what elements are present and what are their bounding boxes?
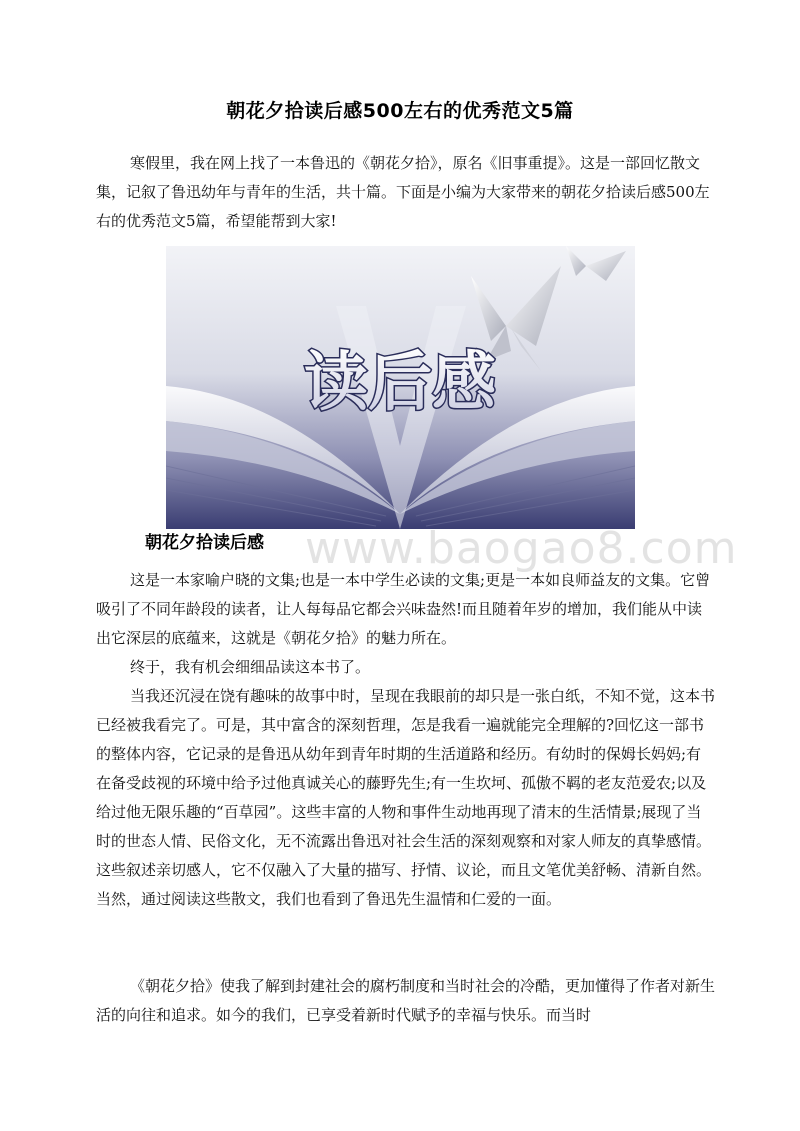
book-butterfly-illustration <box>166 246 635 529</box>
body-paragraph-2: 终于，我有机会细细品读这本书了。 <box>130 658 371 676</box>
body-paragraph-1: 这是一本家喻户晓的文集;也是一本中学生必读的文集;更是一本如良师益友的文集。它曾吸引了不同年龄段的读者，让人每每品它都会兴味盎然!而且随着年岁的增加，我们能从中读出它深层的底蕴来，这就是《朝花夕拾》的魅力所在。 <box>96 571 711 647</box>
document-title: 朝花夕拾读后感500左右的优秀范文5篇 <box>226 100 574 122</box>
image-heading: 读后感 <box>304 346 496 420</box>
body-paragraph-3: 当我还沉浸在饶有趣味的故事中时，呈现在我眼前的却只是一张白纸，不知不觉，这本书已经被我看完了。可是，其中富含的深刻哲理，怎是我看一遍就能完全理解的?回忆这一部书的整体内容，它记录的是鲁迅从幼年到青年时期的生活道路和经历。有幼时的保姆长妈妈;有在备受歧视的环境中给予过他真诚关心的藤野先生;有一生坎坷、孤傲不羁的老友范爱农;以及给过他无限乐趣的“百草园”。这些丰富的人物和事件生动地再现了清末的生活情景;展现了当时的世态人情、民俗文化，无不流露出鲁迅对社会生活的深刻观察和对家人师友的真挚感情。这些叙述亲切感人，它不仅融入了大量的描写、抒情、议论，而且文笔优美舒畅、清新自然。当然，通过阅读这些散文，我们也看到了鲁迅先生温情和仁爱的一面。 <box>96 687 716 908</box>
section-heading: 朝花夕拾读后感 <box>145 533 264 553</box>
hero-image <box>166 246 635 529</box>
body-paragraph-4: 《朝花夕拾》使我了解到封建社会的腐朽制度和当时社会的冷酷，更加懂得了作者对新生活的向往和追求。如今的我们，已享受着新时代赋予的幸福与快乐。而当时 <box>96 977 716 1024</box>
watermark: www.baogao8.com <box>305 523 738 574</box>
intro-paragraph: 寒假里，我在网上找了一本鲁迅的《朝花夕拾》，原名《旧事重提》。这是一部回忆散文集，记叙了鲁迅幼年与青年的生活，共十篇。下面是小编为大家带来的朝花夕拾读后感500左右的优秀范文5篇，希望能帮到大家! <box>96 154 710 230</box>
